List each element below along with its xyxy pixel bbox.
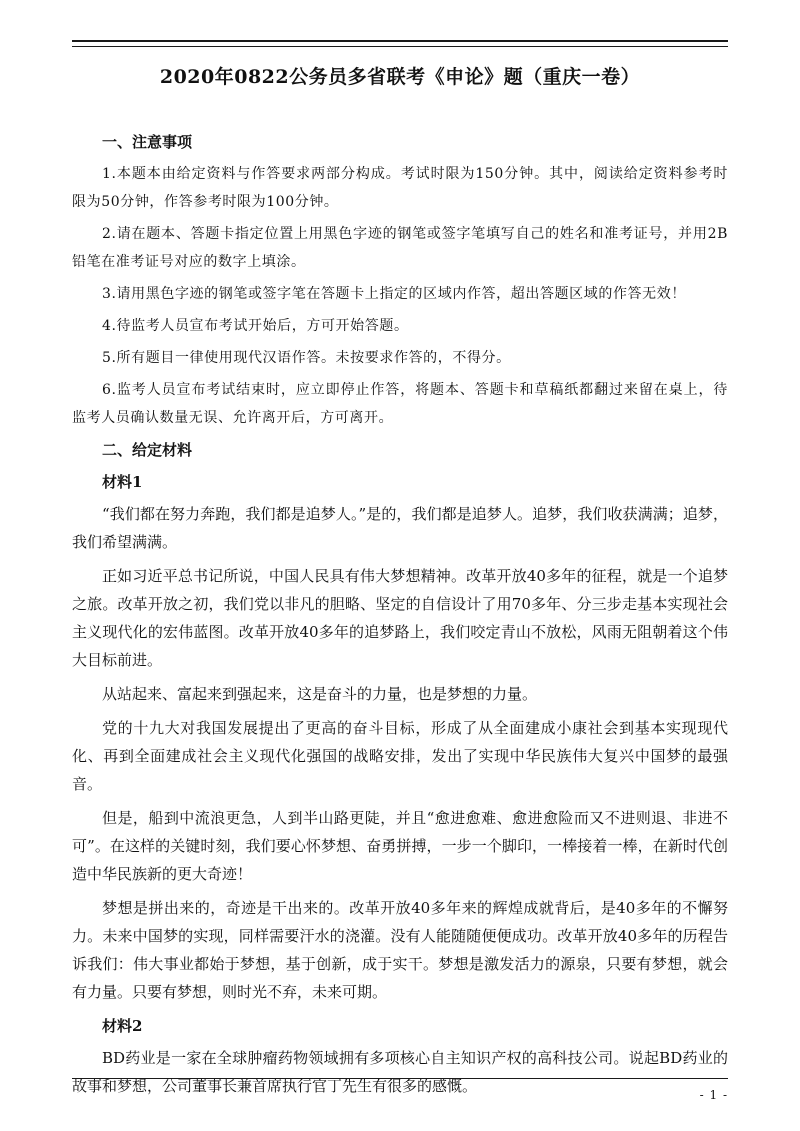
footer-rule xyxy=(72,1078,728,1079)
notice-item-2: 2.请在题本、答题卡指定位置上用黑色字迹的钢笔或签字笔填写自己的姓名和准考证号，并用2B铅笔在准考证号对应的数字上填涂。 xyxy=(72,226,728,270)
notice-item-1: 1.本题本由给定资料与作答要求两部分构成。考试时限为150分钟。其中，阅读给定资料参考时限为50分钟，作答参考时限为100分钟。 xyxy=(72,166,728,210)
materials-heading: 二、给定材料 xyxy=(102,441,193,459)
material-2-paragraph-1: BD药业是一家在全球肿瘤药物领域拥有多项核心自主知识产权的高科技公司。说起BD药业的故事和梦想，公司董事长兼首席执行官丁先生有很多的感慨。 xyxy=(72,1049,728,1095)
material-1-paragraph-2: 正如习近平总书记所说，中国人民具有伟大梦想精神。改革开放40多年的征程，就是一个追梦之旅。改革开放之初，我们党以非凡的胆略、坚定的自信设计了用70多年、分三步走基本实现社会主义现代化的宏伟蓝图。改革开放40多年的追梦路上，我们咬定青山不放松，风雨无阻朝着这个伟大目标前进。 xyxy=(72,567,728,669)
header-rule-thin xyxy=(72,46,728,47)
material-1-paragraph-3: 从站起来、富起来到强起来，这是奋斗的力量，也是梦想的力量。 xyxy=(102,685,538,703)
header-rule-thick xyxy=(72,40,728,42)
material-1-label: 材料1 xyxy=(102,473,143,491)
notice-item-5: 5.所有题目一律使用现代汉语作答。未按要求作答的，不得分。 xyxy=(102,350,511,366)
notice-item-6: 6.监考人员宣布考试结束时，应立即停止作答，将题本、答题卡和草稿纸都翻过来留在桌上，待监考人员确认数量无误、允许离开后，方可离开。 xyxy=(72,382,728,426)
document-body xyxy=(72,128,728,1106)
material-1-paragraph-4: 党的十九大对我国发展提出了更高的奋斗目标，形成了从全面建成小康社会到基本实现现代化、再到全面建成社会主义现代化强国的战略安排，发出了实现中华民族伟大复兴中国梦的最强音。 xyxy=(72,719,728,793)
notice-heading: 一、注意事项 xyxy=(102,133,193,151)
material-1-paragraph-6: 梦想是拼出来的，奇迹是干出来的。改革开放40多年来的辉煌成就背后，是40多年的不懈努力。未来中国梦的实现，同样需要汗水的浇灌。没有人能随随便便成功。改革开放40多年的历程告诉我们：伟大事业都始于梦想，基于创新，成于实干。梦想是激发活力的源泉，只要有梦想，就会有力量。只要有梦想，则时光不弃，未来可期。 xyxy=(72,899,728,1001)
notice-item-3: 3.请用黑色字迹的钢笔或签字笔在答题卡上指定的区域内作答，超出答题区域的作答无效！ xyxy=(102,286,686,302)
document-title: 2020年0822公务员多省联考《申论》题（重庆一卷） xyxy=(159,66,641,88)
material-1-paragraph-1: “我们都在努力奔跑，我们都是追梦人。”是的，我们都是追梦人。追梦，我们收获满满；追梦，我们希望满满。 xyxy=(72,505,728,551)
material-2-label: 材料2 xyxy=(102,1017,143,1035)
notice-item-4: 4.待监考人员宣布考试开始后，方可开始答题。 xyxy=(102,318,409,334)
page-number: - 1 - xyxy=(699,1088,728,1102)
material-1-paragraph-5: 但是，船到中流浪更急，人到半山路更陡，并且“愈进愈难、愈进愈险而又不进则退、非进不可”。在这样的关键时刻，我们要心怀梦想、奋勇拼搏，一步一个脚印，一棒接着一棒，在新时代创造中华民族新的更大奇迹！ xyxy=(72,809,728,883)
